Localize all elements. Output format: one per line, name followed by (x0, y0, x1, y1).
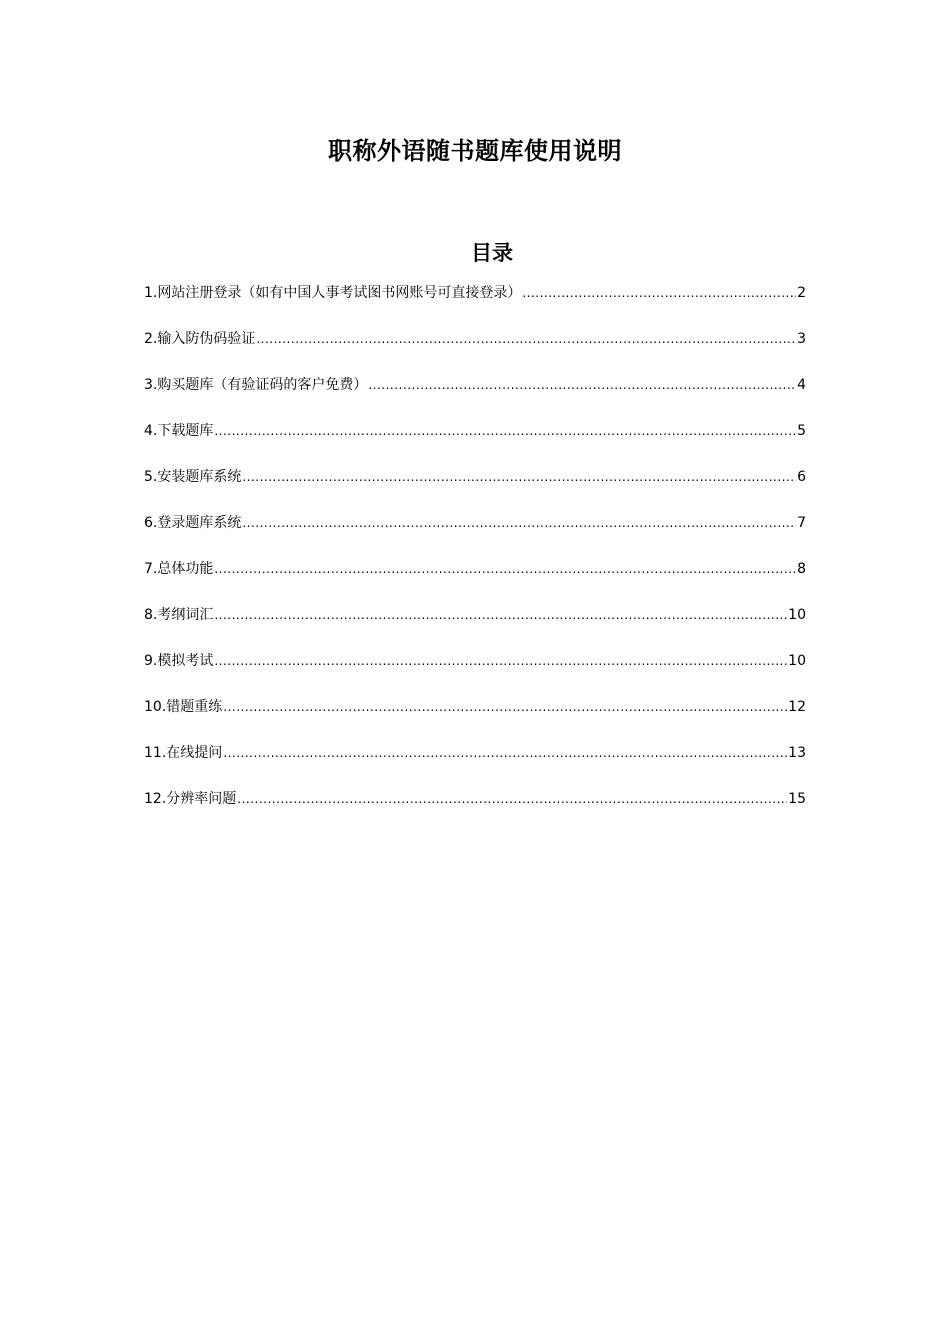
toc-entry-page: 4 (797, 377, 806, 393)
toc-entry[interactable] (144, 328, 806, 374)
toc-entry[interactable] (144, 558, 806, 604)
toc-leader-dots (237, 788, 787, 810)
toc-entry-page: 8 (797, 561, 806, 577)
toc-entry-label: 6.登录题库系统 (144, 515, 242, 531)
toc-entry[interactable] (144, 650, 806, 696)
toc-leader-dots (214, 650, 787, 672)
table-of-contents (144, 282, 806, 834)
toc-entry[interactable] (144, 742, 806, 788)
document-title: 职称外语随书题库使用说明 (328, 136, 622, 165)
toc-entry[interactable] (144, 696, 806, 742)
toc-entry[interactable] (144, 604, 806, 650)
toc-leader-dots (223, 696, 787, 718)
toc-entry-page: 12 (788, 699, 806, 715)
toc-leader-dots (256, 328, 796, 350)
toc-entry-page: 5 (797, 423, 806, 439)
toc-entry[interactable] (144, 788, 806, 834)
toc-leader-dots (522, 282, 796, 304)
toc-entry[interactable] (144, 282, 806, 328)
toc-leader-dots (214, 558, 796, 580)
toc-entry-page: 2 (797, 285, 806, 301)
toc-entry[interactable] (144, 374, 806, 420)
toc-entry-page: 6 (797, 469, 806, 485)
toc-entry-page: 13 (788, 745, 806, 761)
toc-entry-label: 5.安装题库系统 (144, 469, 242, 485)
toc-entry-label: 9.模拟考试 (144, 653, 214, 669)
toc-leader-dots (242, 512, 796, 534)
toc-entry-label: 1.网站注册登录（如有中国人事考试图书网账号可直接登录） (144, 285, 522, 301)
toc-leader-dots (214, 420, 796, 442)
toc-entry-page: 3 (797, 331, 806, 347)
toc-entry-page: 7 (797, 515, 806, 531)
toc-entry-label: 3.购买题库（有验证码的客户免费） (144, 377, 368, 393)
toc-entry-label: 11.在线提问 (144, 745, 223, 761)
toc-entry[interactable] (144, 420, 806, 466)
toc-entry-page: 10 (788, 607, 806, 623)
toc-entry-label: 4.下载题库 (144, 423, 214, 439)
toc-entry-label: 8.考纲词汇 (144, 607, 214, 623)
toc-leader-dots (223, 742, 787, 764)
toc-entry-page: 15 (788, 791, 806, 807)
toc-leader-dots (242, 466, 796, 488)
toc-entry-label: 10.错题重练 (144, 699, 223, 715)
toc-entry-label: 2.输入防伪码验证 (144, 331, 256, 347)
toc-leader-dots (368, 374, 796, 396)
toc-entry[interactable] (144, 466, 806, 512)
toc-entry-label: 7.总体功能 (144, 561, 214, 577)
toc-leader-dots (214, 604, 787, 626)
toc-entry[interactable] (144, 512, 806, 558)
toc-heading: 目录 (471, 240, 513, 265)
toc-entry-page: 10 (788, 653, 806, 669)
toc-entry-label: 12.分辨率问题 (144, 791, 237, 807)
